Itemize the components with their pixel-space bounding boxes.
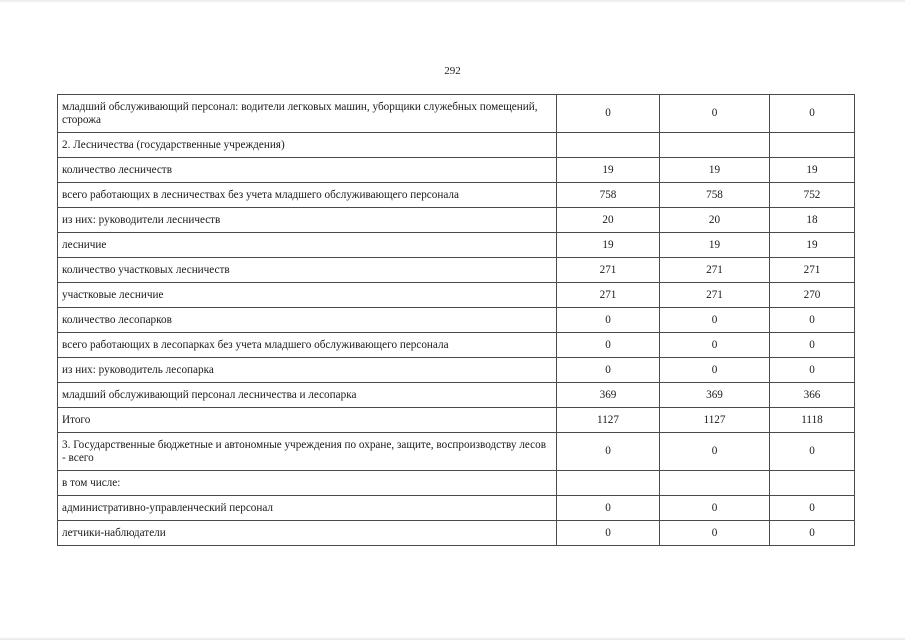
- table-row: [58, 283, 855, 308]
- row-value-3: 0: [770, 496, 855, 521]
- row-value-1: 0: [557, 496, 660, 521]
- row-label: Итого: [58, 408, 557, 433]
- row-value-3: 271: [770, 258, 855, 283]
- row-label: младший обслуживающий персонал лесничества и лесопарка: [58, 383, 557, 408]
- table-row: [58, 158, 855, 183]
- row-label: младший обслуживающий персонал: водители легковых машин, уборщики служебных помещений, сторожа: [58, 95, 557, 133]
- row-value-2: 0: [660, 95, 770, 133]
- row-value-3: 0: [770, 308, 855, 333]
- row-value-1: 369: [557, 383, 660, 408]
- row-value-2: 0: [660, 433, 770, 471]
- row-value-2: 369: [660, 383, 770, 408]
- row-value-2: [660, 471, 770, 496]
- row-value-3: 0: [770, 358, 855, 383]
- row-label: всего работающих в лесопарках без учета младшего обслуживающего персонала: [58, 333, 557, 358]
- table-row: [58, 258, 855, 283]
- table-row: [58, 133, 855, 158]
- page-number: 292: [444, 65, 461, 77]
- row-value-1: 271: [557, 258, 660, 283]
- row-value-2: 758: [660, 183, 770, 208]
- row-value-1: 0: [557, 95, 660, 133]
- row-value-3: 366: [770, 383, 855, 408]
- table-row: [58, 471, 855, 496]
- row-value-1: 0: [557, 308, 660, 333]
- row-label: 3. Государственные бюджетные и автономные учреждения по охране, защите, воспроизводству лесов - всего: [58, 433, 557, 471]
- row-label: участковые лесничие: [58, 283, 557, 308]
- row-value-3: 0: [770, 433, 855, 471]
- row-value-2: 0: [660, 496, 770, 521]
- table-row: [58, 408, 855, 433]
- table-row: [58, 521, 855, 546]
- row-value-3: 752: [770, 183, 855, 208]
- row-label: количество участковых лесничеств: [58, 258, 557, 283]
- table-body: [58, 95, 855, 546]
- table-row: [58, 333, 855, 358]
- row-value-1: 20: [557, 208, 660, 233]
- row-value-2: 0: [660, 521, 770, 546]
- row-value-1: 0: [557, 333, 660, 358]
- row-value-2: 20: [660, 208, 770, 233]
- row-value-2: 271: [660, 258, 770, 283]
- table-row: [58, 496, 855, 521]
- row-value-3: 19: [770, 158, 855, 183]
- row-value-1: 0: [557, 358, 660, 383]
- row-value-3: [770, 133, 855, 158]
- row-value-1: 758: [557, 183, 660, 208]
- row-value-2: 0: [660, 333, 770, 358]
- row-value-3: 0: [770, 95, 855, 133]
- row-value-3: 19: [770, 233, 855, 258]
- row-label: всего работающих в лесничествах без учета младшего обслуживающего персонала: [58, 183, 557, 208]
- row-value-2: 0: [660, 308, 770, 333]
- row-label: в том числе:: [58, 471, 557, 496]
- row-value-1: 0: [557, 521, 660, 546]
- scan-edge-top: [0, 0, 905, 3]
- table-row: [58, 433, 855, 471]
- row-value-2: 19: [660, 158, 770, 183]
- row-value-1: 19: [557, 158, 660, 183]
- row-value-2: 0: [660, 358, 770, 383]
- row-value-2: 271: [660, 283, 770, 308]
- row-value-2: [660, 133, 770, 158]
- row-value-3: 0: [770, 521, 855, 546]
- row-value-1: 19: [557, 233, 660, 258]
- table-row: [58, 183, 855, 208]
- row-value-3: 0: [770, 333, 855, 358]
- row-label: количество лесопарков: [58, 308, 557, 333]
- row-value-3: 18: [770, 208, 855, 233]
- row-label: из них: руководитель лесопарка: [58, 358, 557, 383]
- table-row: [58, 383, 855, 408]
- row-label: 2. Лесничества (государственные учреждения): [58, 133, 557, 158]
- staffing-table: [57, 94, 855, 546]
- row-label: лесничие: [58, 233, 557, 258]
- row-label: количество лесничеств: [58, 158, 557, 183]
- row-value-1: [557, 133, 660, 158]
- row-value-1: 271: [557, 283, 660, 308]
- row-value-2: 1127: [660, 408, 770, 433]
- row-value-3: [770, 471, 855, 496]
- table-row: [58, 358, 855, 383]
- row-value-1: 1127: [557, 408, 660, 433]
- row-label: из них: руководители лесничеств: [58, 208, 557, 233]
- table-row: [58, 233, 855, 258]
- row-value-3: 1118: [770, 408, 855, 433]
- table-row: [58, 208, 855, 233]
- row-value-3: 270: [770, 283, 855, 308]
- row-value-1: 0: [557, 433, 660, 471]
- row-label: административно-управленческий персонал: [58, 496, 557, 521]
- row-label: летчики-наблюдатели: [58, 521, 557, 546]
- table-row: [58, 95, 855, 133]
- row-value-2: 19: [660, 233, 770, 258]
- row-value-1: [557, 471, 660, 496]
- table-row: [58, 308, 855, 333]
